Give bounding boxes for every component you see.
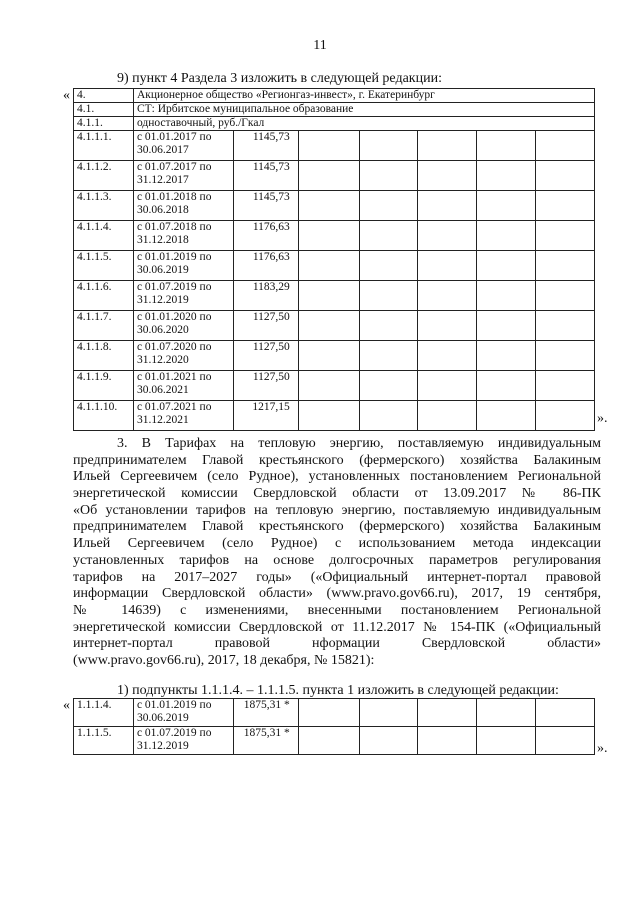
empty-cell: [418, 699, 477, 727]
empty-cell: [298, 401, 359, 431]
empty-cell: [418, 191, 477, 221]
row-period: [133, 727, 233, 755]
period-from: с 01.01.2019 по: [136, 251, 212, 263]
empty-cell: [418, 161, 477, 191]
tariff-row: [74, 699, 595, 727]
paragraph-line: предпринимателем Главой крестьянского (фермерского) хозяйства Балакиным: [73, 519, 601, 535]
empty-cell: [418, 401, 477, 431]
paragraph-line: информации Свердловской области» (www.pravo.gov66.ru), 2017, 19 сентября,: [73, 586, 601, 602]
empty-cell: [477, 161, 536, 191]
empty-cell: [477, 281, 536, 311]
empty-cell: [477, 699, 536, 727]
row-period: [133, 371, 233, 401]
paragraph-line: предпринимателем Главой крестьянского (фермерского) хозяйства Балакиным: [73, 452, 601, 468]
st-num: 4.1.: [74, 103, 134, 117]
paragraph-line: тарифов на 2017–2027 годы» («Официальный интернет-портал правовой: [73, 569, 601, 585]
row-value: 1145,73: [233, 131, 298, 161]
paragraph-line: энергетической комиссии Свердловской области от 13.09.2017 № 86-ПК: [73, 486, 601, 502]
row-period: [133, 161, 233, 191]
open-quote-1: «: [63, 88, 70, 103]
period-from: с 01.01.2017 по: [136, 131, 212, 143]
row-value: 1183,29: [233, 281, 298, 311]
empty-cell: [359, 251, 418, 281]
period-to: 30.06.2017: [136, 143, 189, 156]
tariff-row: [74, 191, 595, 221]
empty-cell: [298, 251, 359, 281]
period-to: 30.06.2019: [136, 263, 189, 276]
empty-cell: [477, 191, 536, 221]
period-from: с 01.07.2018 по: [136, 221, 212, 233]
empty-cell: [536, 251, 595, 281]
row-num: 4.1.1.9.: [74, 371, 134, 401]
row-period: [133, 131, 233, 161]
row-num: 4.1.1.10.: [74, 401, 134, 431]
empty-cell: [359, 131, 418, 161]
tariff-row: [74, 727, 595, 755]
period-from: с 01.01.2019 по: [136, 699, 212, 711]
paragraph-line: «Об установлении тарифов на тепловую энергию, поставляемую индивидуальным: [73, 502, 601, 518]
empty-cell: [359, 341, 418, 371]
tariff-table-2: [73, 698, 595, 755]
paragraph-line: Ильей Сергеевичем (село Рудное), установленных постановлением Региональной: [73, 469, 601, 485]
empty-cell: [477, 131, 536, 161]
empty-cell: [536, 727, 595, 755]
empty-cell: [298, 341, 359, 371]
empty-cell: [298, 131, 359, 161]
empty-cell: [536, 311, 595, 341]
empty-cell: [536, 371, 595, 401]
empty-cell: [298, 191, 359, 221]
tariff-table-1: [73, 88, 595, 431]
period-to: 31.12.2019: [136, 739, 189, 752]
paragraph-line: интернет-портал правовой нформации Свердловской области»: [73, 636, 601, 652]
period-to: 31.12.2018: [136, 233, 189, 246]
row-num: 4.1.1.1.: [74, 131, 134, 161]
empty-cell: [418, 371, 477, 401]
empty-cell: [298, 161, 359, 191]
paragraph-line: Ильей Сергеевичем (село Рудное) с использованием метода индексации: [73, 536, 601, 552]
row-num: 1.1.1.4.: [74, 699, 134, 727]
row-num: 4.1.1.8.: [74, 341, 134, 371]
empty-cell: [359, 281, 418, 311]
row-value: 1176,63: [233, 221, 298, 251]
period-from: с 01.01.2021 по: [136, 371, 212, 383]
empty-cell: [359, 401, 418, 431]
empty-cell: [536, 221, 595, 251]
empty-cell: [536, 401, 595, 431]
paragraph-line: установленных тарифов на основе долгосрочных параметров регулирования: [73, 552, 601, 568]
empty-cell: [418, 727, 477, 755]
empty-cell: [536, 281, 595, 311]
type-name: одноставочный, руб./Гкал: [133, 117, 594, 131]
org-row: [74, 89, 595, 103]
tariff-row: [74, 131, 595, 161]
row-value: 1127,50: [233, 371, 298, 401]
tariff-row: [74, 311, 595, 341]
row-period: [133, 341, 233, 371]
empty-cell: [418, 281, 477, 311]
period-from: с 01.01.2020 по: [136, 311, 212, 323]
paragraph-line: № 14639) с изменениями, внесенными постановлением Региональной: [73, 602, 601, 618]
period-from: с 01.07.2019 по: [136, 281, 212, 293]
period-to: 30.06.2018: [136, 203, 189, 216]
st-name: СТ: Ирбитское муниципальное образование: [133, 103, 594, 117]
close-quote-1: ».: [597, 411, 608, 426]
tariff-row: [74, 401, 595, 431]
item-1-heading: 1) подпункты 1.1.1.4. – 1.1.1.5. пункта 1 изложить в следующей редакции:: [117, 683, 559, 698]
empty-cell: [536, 699, 595, 727]
empty-cell: [298, 371, 359, 401]
row-num: 1.1.1.5.: [74, 727, 134, 755]
row-period: [133, 401, 233, 431]
row-period: [133, 191, 233, 221]
org-num: 4.: [74, 89, 134, 103]
row-num: 4.1.1.7.: [74, 311, 134, 341]
period-from: с 01.07.2019 по: [136, 727, 212, 739]
period-to: 30.06.2021: [136, 383, 189, 396]
empty-cell: [536, 191, 595, 221]
period-to: 30.06.2019: [136, 711, 189, 724]
tariff-row: [74, 161, 595, 191]
empty-cell: [418, 251, 477, 281]
period-from: с 01.07.2017 по: [136, 161, 212, 173]
empty-cell: [477, 341, 536, 371]
row-value: 1127,50: [233, 311, 298, 341]
empty-cell: [477, 401, 536, 431]
empty-cell: [536, 341, 595, 371]
type-num: 4.1.1.: [74, 117, 134, 131]
empty-cell: [359, 191, 418, 221]
page-number: 11: [313, 38, 327, 53]
empty-cell: [418, 221, 477, 251]
empty-cell: [477, 371, 536, 401]
row-value: 1145,73: [233, 191, 298, 221]
paragraph-line: энергетической комиссии Свердловской от 11.12.2017 № 154-ПК («Официальный: [73, 619, 601, 635]
empty-cell: [298, 699, 359, 727]
tariff-row: [74, 371, 595, 401]
empty-cell: [359, 311, 418, 341]
tariff-row: [74, 221, 595, 251]
row-period: [133, 699, 233, 727]
empty-cell: [359, 699, 418, 727]
empty-cell: [477, 221, 536, 251]
row-num: 4.1.1.6.: [74, 281, 134, 311]
tariff-row: [74, 251, 595, 281]
paragraph-line: 3. В Тарифах на тепловую энергию, поставляемую индивидуальным: [117, 436, 601, 451]
empty-cell: [359, 727, 418, 755]
empty-cell: [298, 727, 359, 755]
empty-cell: [298, 311, 359, 341]
empty-cell: [418, 131, 477, 161]
row-num: 4.1.1.4.: [74, 221, 134, 251]
empty-cell: [359, 221, 418, 251]
empty-cell: [477, 727, 536, 755]
empty-cell: [477, 311, 536, 341]
row-period: [133, 281, 233, 311]
empty-cell: [298, 281, 359, 311]
org-name: Акционерное общество «Регионгаз-инвест», г. Екатеринбург: [133, 89, 594, 103]
empty-cell: [477, 251, 536, 281]
empty-cell: [536, 161, 595, 191]
empty-cell: [359, 161, 418, 191]
period-to: 31.12.2017: [136, 173, 189, 186]
section-3-paragraph: [73, 436, 601, 670]
st-row: [74, 103, 595, 117]
row-value: 1145,73: [233, 161, 298, 191]
period-from: с 01.07.2021 по: [136, 401, 212, 413]
row-value: 1875,31 *: [233, 699, 298, 727]
empty-cell: [418, 311, 477, 341]
period-to: 31.12.2019: [136, 293, 189, 306]
empty-cell: [418, 341, 477, 371]
row-num: 4.1.1.3.: [74, 191, 134, 221]
row-value: 1176,63: [233, 251, 298, 281]
tariff-row: [74, 341, 595, 371]
paragraph-line: (www.pravo.gov66.ru), 2017, 18 декабря, № 15821):: [73, 652, 375, 668]
row-value: 1875,31 *: [233, 727, 298, 755]
row-num: 4.1.1.2.: [74, 161, 134, 191]
row-num: 4.1.1.5.: [74, 251, 134, 281]
row-period: [133, 311, 233, 341]
period-from: с 01.01.2018 по: [136, 191, 212, 203]
row-value: 1217,15: [233, 401, 298, 431]
type-row: [74, 117, 595, 131]
row-period: [133, 251, 233, 281]
period-from: с 01.07.2020 по: [136, 341, 212, 353]
row-value: 1127,50: [233, 341, 298, 371]
open-quote-2: «: [63, 698, 70, 713]
item-9-heading: 9) пункт 4 Раздела 3 изложить в следующей редакции:: [117, 71, 442, 86]
period-to: 31.12.2020: [136, 353, 189, 366]
period-to: 31.12.2021: [136, 413, 189, 426]
empty-cell: [536, 131, 595, 161]
row-period: [133, 221, 233, 251]
empty-cell: [359, 371, 418, 401]
empty-cell: [298, 221, 359, 251]
period-to: 30.06.2020: [136, 323, 189, 336]
close-quote-2: ».: [597, 741, 608, 756]
tariff-row: [74, 281, 595, 311]
